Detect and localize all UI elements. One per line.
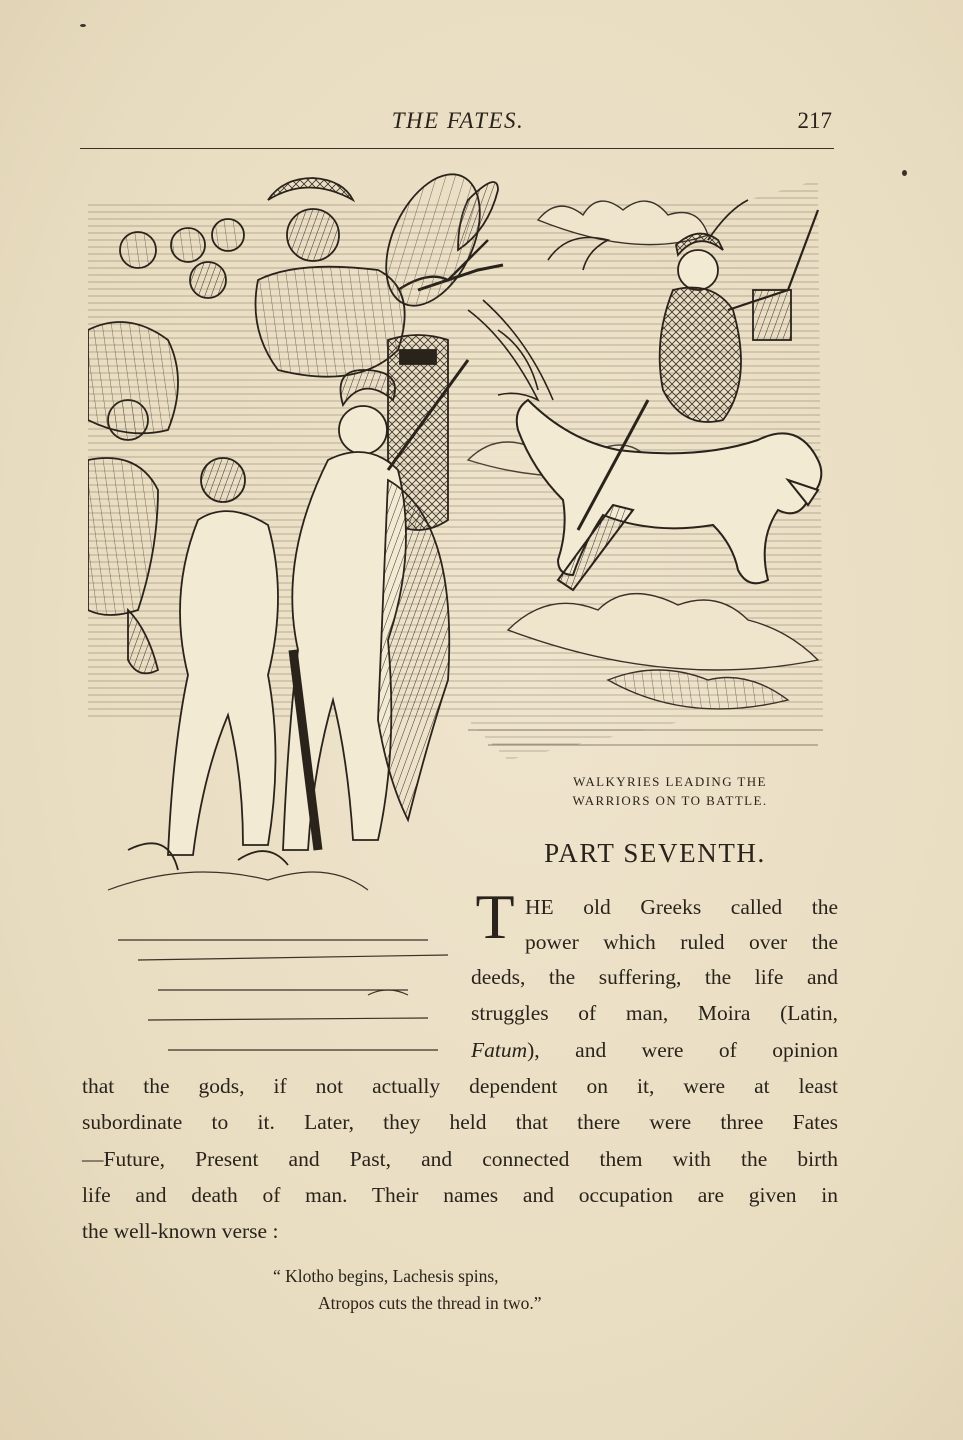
engraving-svg bbox=[88, 160, 848, 1060]
ground-lines bbox=[108, 872, 448, 1050]
latin-term: Fatum bbox=[471, 1038, 528, 1062]
body-line-6: that the gods, if not actually dependent on it, were at least bbox=[82, 1074, 838, 1098]
body-line-7: subordinate to it. Later, they held that there were three Fates bbox=[82, 1110, 838, 1134]
engraving-illustration bbox=[88, 160, 848, 1060]
ink-speck bbox=[902, 170, 907, 176]
header-rule bbox=[80, 148, 834, 149]
running-head bbox=[80, 104, 836, 140]
illustration-caption bbox=[520, 772, 820, 810]
running-title: THE FATES. bbox=[391, 108, 525, 133]
body-line-2: power which ruled over the bbox=[525, 930, 838, 954]
section-heading: PART SEVENTH. bbox=[544, 838, 766, 868]
body-line-4: struggles of man, Moira (Latin, bbox=[471, 1001, 838, 1025]
body-line-5-rest: ), and were of opinion bbox=[527, 1038, 838, 1062]
caption-line-2: WARRIORS ON TO BATTLE. bbox=[572, 793, 768, 808]
drop-cap: T bbox=[475, 881, 515, 952]
verse-line-2: Atropos cuts the thread in two.” bbox=[318, 1293, 542, 1313]
ink-speck bbox=[80, 24, 86, 27]
body-line-9: life and death of man. Their names and occupation are given in bbox=[82, 1183, 838, 1207]
body-line-8: —Future, Present and Past, and connected them with the birth bbox=[82, 1147, 838, 1171]
body-line-1: HE old Greeks called the bbox=[525, 895, 838, 919]
verse-line-1: “ Klotho begins, Lachesis spins, bbox=[273, 1266, 499, 1286]
page-number: 217 bbox=[797, 108, 832, 133]
body-line-3: deeds, the suffering, the life and bbox=[471, 965, 838, 989]
body-line-10: the well-known verse : bbox=[82, 1219, 279, 1243]
caption-line-1: WALKYRIES LEADING THE bbox=[573, 774, 767, 789]
body-line-5 bbox=[471, 1035, 838, 1065]
